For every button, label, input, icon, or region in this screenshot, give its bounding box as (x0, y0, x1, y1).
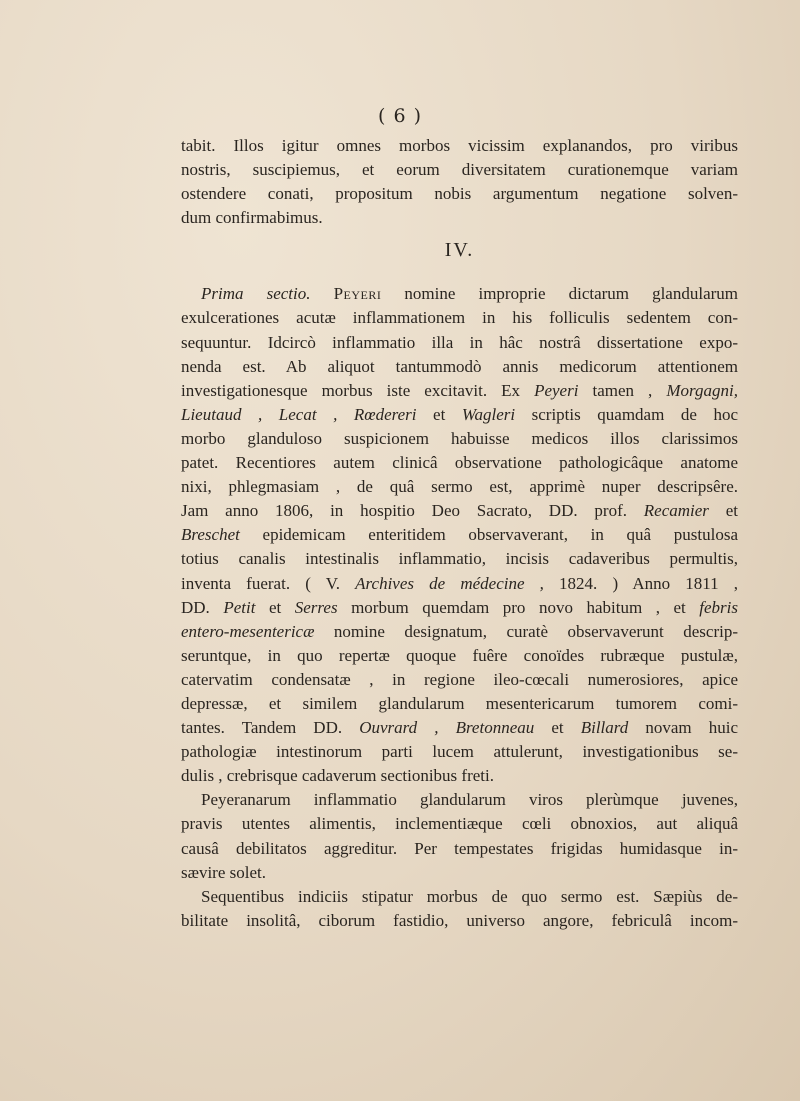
text-line: pathologiæ intestinorum parti lucem attulerunt, investigationibus se- (181, 742, 738, 762)
italic-text: Lieutaud , Lecat , Rœdereri (181, 404, 417, 424)
text-line (181, 379, 738, 403)
text-line: pravis utentes alimentis, inclementiæque cœli obnoxios, aut aliquâ (181, 814, 738, 834)
smallcaps-text: Peyeri (333, 284, 382, 304)
italic-text: febris (699, 597, 738, 617)
line-text: et (534, 718, 581, 738)
body-text (181, 134, 738, 933)
section-heading: IV. (444, 239, 475, 262)
italic-text: Wagleri (461, 404, 516, 424)
text-line (181, 572, 738, 596)
text-line (181, 282, 738, 306)
text-line: dum confirmabimus. (181, 208, 323, 228)
line-text: investigationesque morbus iste excitavit. Ex (181, 380, 535, 400)
italic-text: Morgagni, (666, 380, 738, 400)
line-text: nomine improprie dictarum glandularum (381, 284, 739, 304)
text-line (181, 620, 738, 644)
text-line: exulcerationes acutæ inflammationem in his folliculis sedentem con- (181, 308, 738, 328)
line-text: 1824. ) Anno 1811 , (543, 573, 738, 593)
text-line (181, 523, 738, 547)
italic-text: Petit (223, 597, 256, 617)
text-line: tabit. Illos igitur omnes morbos vicissim explanandos, pro viribus (181, 136, 738, 155)
line-text: Jam anno 1806, in hospitio Deo Sacrato, DD. prof. (181, 501, 644, 521)
text-line: ostendere conati, propositum nobis argumentum negatione solven- (181, 184, 738, 204)
text-line: totius canalis intestinalis inflammatio, incisis cadaveribus permultis, (181, 549, 738, 569)
italic-text: Peyeri (534, 380, 579, 400)
line-text: nomine designatum, curatè observaverunt descrip- (314, 621, 738, 641)
paragraph-4 (181, 885, 738, 933)
text-line: depressæ, et similem glandularum mesentericarum tumorem comi- (181, 693, 738, 713)
paragraph-2 (181, 282, 738, 788)
italic-text: Billard (580, 718, 629, 738)
line-text: DD. (181, 597, 224, 617)
italic-text: Recamier (643, 501, 709, 521)
italic-text: Ouvrard , Bretonneau (359, 718, 535, 738)
text-line: causâ debilitatos aggreditur. Per tempestates frigidas humidasque in- (181, 838, 738, 858)
text-line (181, 716, 738, 740)
italic-text: Prima sectio. (201, 284, 311, 304)
line-text: scriptis quamdam de hoc (515, 404, 738, 424)
paragraph-1 (181, 134, 738, 230)
text-line: Sequentibus indiciis stipatur morbus de quo sermo est. Sæpiùs de- (201, 886, 738, 906)
italic-text: Serres (294, 597, 338, 617)
line-text: inventa fuerat. ( V. (181, 573, 356, 593)
text-line: Peyeranarum inflammatio glandularum viros plerùmque juvenes, (201, 790, 738, 810)
text-line (181, 596, 738, 620)
page-number: ( 6 ) (378, 105, 422, 127)
italic-text: entero-mesentericæ (181, 621, 315, 641)
text-line (181, 499, 738, 523)
italic-text: Archives de médecine , (355, 573, 544, 593)
text-line (181, 403, 738, 427)
text-line: seruntque, in quo repertæ quoque fuêre conoïdes rubræque pustulæ, (181, 645, 738, 665)
line-text: et (708, 501, 738, 521)
text-line: sævire solet. (181, 862, 266, 882)
text-line: bilitate insolitâ, ciborum fastidio, universo angore, febriculâ incom- (181, 910, 738, 930)
line-text: et (416, 404, 462, 424)
text-line: nostris, suscipiemus, et eorum diversitatem curationemque variam (181, 160, 738, 180)
text-line: catervatim condensatæ , in regione ileo-cœcali numerosiores, apice (181, 669, 738, 689)
text-line: nixi, phlegmasiam , de quâ sermo est, apprimè nuper descripsêre. (181, 477, 738, 497)
line-text: tantes. Tandem DD. (181, 718, 360, 738)
line-text: novam huic (628, 718, 738, 738)
text-line: dulis , crebrisque cadaverum sectionibus freti. (181, 766, 494, 786)
line-text: et (255, 597, 295, 617)
text-line: morbo glanduloso suspicionem habuisse medicos illos clarissimos (181, 428, 738, 448)
line-text: morbum quemdam pro novo habitum , et (337, 597, 700, 617)
text-line: patet. Recentiores autem clinicâ observatione pathologicâque anatome (181, 453, 738, 473)
text-line: nenda est. Ab aliquot tantummodò annis medicorum attentionem (181, 356, 738, 376)
text-line: sequuntur. Idcircò inflammatio illa in hâc nostrâ dissertatione expo- (181, 332, 738, 352)
line-text: epidemicam enteritidem observaverant, in quâ pustulosa (239, 525, 738, 545)
paragraph-3 (181, 788, 738, 884)
line-text: tamen , (578, 380, 667, 400)
italic-text: Breschet (181, 525, 240, 545)
